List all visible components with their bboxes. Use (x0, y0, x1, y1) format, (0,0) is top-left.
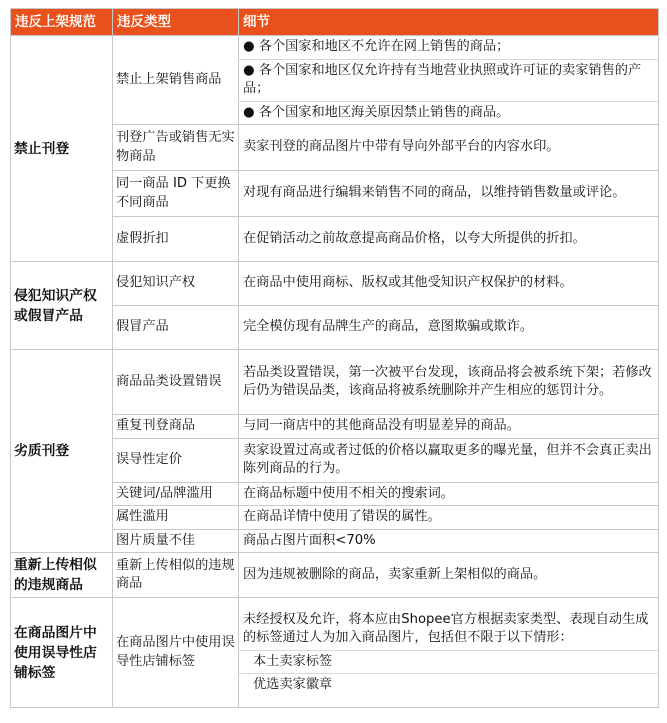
bullet-line: ● 各个国家和地区海关原因禁止销售的商品。 (243, 104, 510, 120)
detail-cell: 卖家设置过高或者过低的价格以赢取更多的曝光量，但并不会真正卖出陈列商品的行为。 (239, 438, 659, 482)
category-reupload: 重新上传相似的违规商品 (11, 553, 113, 598)
type-cell: 刊登广告或销售无实物商品 (113, 125, 239, 171)
detail-cell: 完全模仿现有品牌生产的商品，意图欺骗或欺诈。 (239, 306, 659, 350)
detail-cell: 商品占图片面积<70% (239, 529, 659, 553)
table-row (11, 350, 659, 415)
detail-cell: 若品类设置错误，第一次被平台发现，该商品将会被系统下架；若修改后仍为错误品类，该商品将被系统删除并产生相应的惩罚计分。 (239, 350, 659, 415)
detail-cell (239, 598, 659, 708)
type-cell: 属性滥用 (113, 506, 239, 530)
type-cell: 误导性定价 (113, 438, 239, 482)
category-prohibited-listing: 禁止刊登 (11, 36, 113, 262)
detail-cell: 因为违规被删除的商品，卖家重新上架相似的商品。 (239, 553, 659, 598)
bullet-line: ● 各个国家和地区仅允许持有当地营业执照或许可证的卖家销售的产品； (239, 60, 658, 102)
detail-subline: 本土卖家标签 (239, 651, 658, 675)
detail-cell: 在促销活动之前故意提高商品价格，以夸大所提供的折扣。 (239, 217, 659, 262)
bullet-line: ● 各个国家和地区不允许在网上销售的商品； (239, 36, 658, 60)
detail-cell: 卖家刊登的商品图片中带有导向外部平台的内容水印。 (239, 125, 659, 171)
table-header-row (11, 9, 659, 36)
detail-cell (239, 36, 659, 125)
table-row (11, 262, 659, 306)
type-cell: 假冒产品 (113, 306, 239, 350)
detail-cell: 在商品详情中使用了错误的属性。 (239, 506, 659, 530)
type-cell: 重复刊登商品 (113, 415, 239, 439)
type-cell: 侵犯知识产权 (113, 262, 239, 306)
violation-table (10, 8, 659, 708)
header-detail: 细节 (239, 9, 659, 36)
type-cell: 同一商品 ID 下更换不同商品 (113, 171, 239, 217)
type-cell: 重新上传相似的违规商品 (113, 553, 239, 598)
detail-cell: 对现有商品进行编辑来销售不同的商品，以维持销售数量或评论。 (239, 171, 659, 217)
header-violation-rule: 违反上架规范 (11, 9, 113, 36)
detail-intro: 未经授权及允许，将本应由Shopee官方根据卖家类型、表现自动生成的标签通过人为加入商品图片，包括但不限于以下情形： (239, 609, 658, 651)
detail-cell: 在商品中使用商标、版权或其他受知识产权保护的材料。 (239, 262, 659, 306)
type-cell: 图片质量不佳 (113, 529, 239, 553)
type-cell: 禁止上架销售商品 (113, 36, 239, 125)
detail-cell: 与同一商店中的其他商品没有明显差异的商品。 (239, 415, 659, 439)
category-poor-quality: 劣质刊登 (11, 350, 113, 553)
detail-cell: 在商品标题中使用不相关的搜索词。 (239, 482, 659, 506)
type-cell: 关键词/品牌滥用 (113, 482, 239, 506)
table-row (11, 553, 659, 598)
category-misleading-shop-tag: 在商品图片中使用误导性店铺标签 (11, 598, 113, 708)
header-violation-type: 违反类型 (113, 9, 239, 36)
type-cell: 虚假折扣 (113, 217, 239, 262)
table-row (11, 36, 659, 125)
type-cell: 商品品类设置错误 (113, 350, 239, 415)
category-ip-infringement: 侵犯知识产权或假冒产品 (11, 262, 113, 350)
table-row (11, 598, 659, 708)
type-cell: 在商品图片中使用误导性店铺标签 (113, 598, 239, 708)
detail-subline: 优选卖家徽章 (253, 677, 333, 692)
